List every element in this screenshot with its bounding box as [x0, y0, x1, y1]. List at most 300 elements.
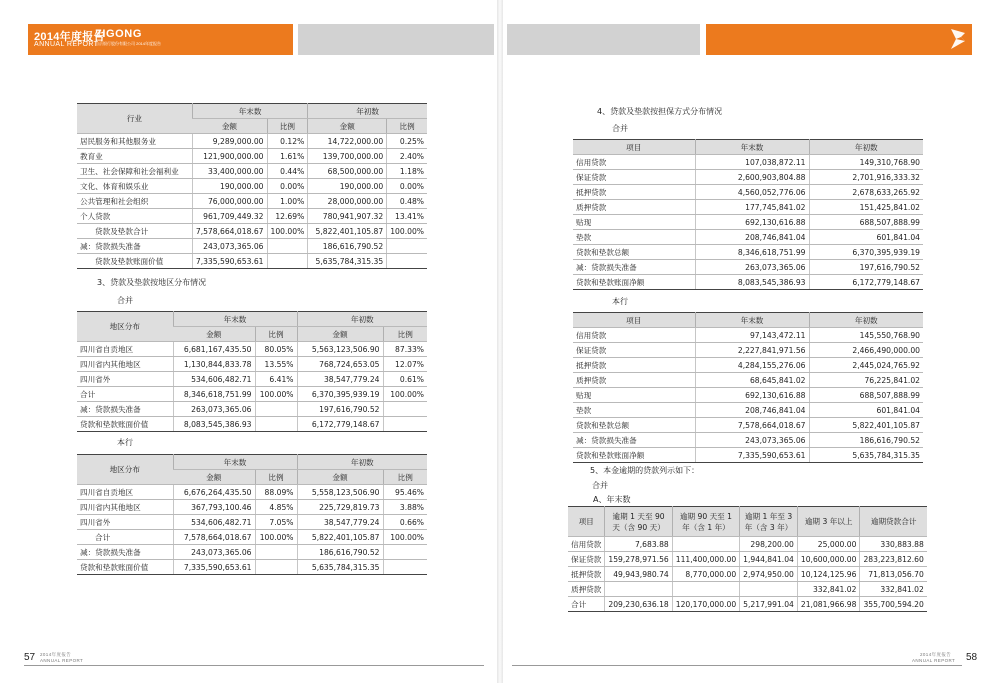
table-cell: 8,770,000.00: [672, 567, 739, 582]
row-label: 减：贷款损失准备: [77, 545, 173, 560]
row-label: 贴现: [573, 215, 695, 230]
table-cell: 12.69%: [267, 209, 308, 224]
brand-mark-icon: [948, 27, 968, 51]
table-cell: 5,563,123,506.90: [297, 342, 383, 357]
table-cell: 100.00%: [383, 530, 427, 545]
table-cell: 97,143,472.11: [695, 328, 809, 343]
table-cell: 38,547,779.24: [297, 515, 383, 530]
table-row: [77, 357, 427, 372]
table-cell: 208,746,841.04: [695, 230, 809, 245]
table-row: [573, 328, 923, 343]
guarantee-consolidated-body: [573, 155, 923, 290]
col-region: 地区分布: [77, 312, 173, 342]
table-row: [77, 179, 427, 194]
col-overdue-total: 逾期贷款合计: [860, 507, 927, 537]
row-label: 四川省自贡地区: [77, 485, 173, 500]
table-cell: 5,635,784,315.35: [297, 560, 383, 575]
col-ratio: 比例: [267, 119, 308, 134]
table-cell: 139,700,000.00: [308, 149, 387, 164]
table-cell: 25,000.00: [797, 537, 860, 552]
table-row: [573, 185, 923, 200]
table-row: [573, 170, 923, 185]
table-cell: 49,943,980.74: [605, 567, 672, 582]
col-year-end: 年末数: [173, 312, 297, 327]
brand-subtitle: 自贡银行股份有限公司 2014年度报告: [95, 41, 162, 46]
table-cell: 7,578,664,018.67: [173, 530, 255, 545]
section4-title: 4、贷款及垫款按担保方式分布情况: [597, 107, 723, 116]
table-cell: 186,616,790.52: [809, 433, 923, 448]
table-cell: 4,560,052,776.06: [695, 185, 809, 200]
table-cell: [255, 545, 297, 560]
table-cell: 1.61%: [267, 149, 308, 164]
table-cell: 688,507,888.99: [809, 388, 923, 403]
table-cell: 33,400,000.00: [192, 164, 267, 179]
section5-subtitle: A、年末数: [593, 495, 631, 504]
table-row: [573, 260, 923, 275]
section3-title: 3、贷款及垫款按地区分布情况: [97, 278, 207, 287]
table-cell: 1.00%: [267, 194, 308, 209]
table-cell: 100.00%: [267, 224, 308, 239]
col-year-begin: 年初数: [809, 313, 923, 328]
table-cell: 2,600,903,804.88: [695, 170, 809, 185]
table-cell: 76,225,841.02: [809, 373, 923, 388]
section5-title: 5、本金逾期的贷款列示如下：: [590, 466, 700, 475]
row-label: 四川省自贡地区: [77, 342, 173, 357]
col-industry: 行业: [77, 104, 192, 134]
col-overdue-90-1y: [672, 507, 739, 537]
table-cell: 243,073,365.06: [192, 239, 267, 254]
table-row: [573, 448, 923, 463]
table-cell: 601,841.04: [809, 403, 923, 418]
table-cell: 6,172,779,148.67: [297, 417, 383, 432]
table-cell: 9,289,000.00: [192, 134, 267, 149]
table-row: [573, 215, 923, 230]
table-cell: 243,073,365.06: [695, 433, 809, 448]
table-cell: 87.33%: [383, 342, 427, 357]
table-cell: 7,578,664,018.67: [695, 418, 809, 433]
brand-name: ZIGONG: [95, 28, 142, 40]
table-cell: 0.44%: [267, 164, 308, 179]
col-overdue-1y-3y: [740, 507, 798, 537]
table-cell: 120,170,000.00: [672, 597, 739, 612]
col-amount: 金额: [297, 327, 383, 342]
table-cell: 149,310,768.90: [809, 155, 923, 170]
table-row: [573, 230, 923, 245]
page-number-left: 57: [24, 652, 36, 663]
col-ratio: 比例: [383, 327, 427, 342]
table-cell: 197,616,790.52: [297, 402, 383, 417]
table-cell: 68,645,841.02: [695, 373, 809, 388]
table-cell: 107,038,872.11: [695, 155, 809, 170]
table-cell: 121,900,000.00: [192, 149, 267, 164]
table-cell: 177,745,841.02: [695, 200, 809, 215]
region-consolidated-table: [77, 311, 427, 432]
row-label: 保证贷款: [568, 552, 605, 567]
header-gray-band-left: [298, 24, 494, 55]
table-cell: [267, 254, 308, 269]
table-cell: [255, 417, 297, 432]
col-overdue-1y-3y-line1: 逾期 1 年至 3: [744, 511, 793, 521]
industry-table-body: [77, 134, 427, 269]
table-cell: 7,578,664,018.67: [192, 224, 267, 239]
col-item: 项目: [573, 140, 695, 155]
table-cell: 692,130,616.88: [695, 215, 809, 230]
table-cell: 355,700,594.20: [860, 597, 927, 612]
col-overdue-1y-3y-line2: 年（含 3 年）: [744, 522, 793, 532]
table-cell: 2,445,024,765.92: [809, 358, 923, 373]
overdue-table: [568, 506, 927, 612]
table-cell: 88.09%: [255, 485, 297, 500]
table-cell: 14,722,000.00: [308, 134, 387, 149]
table-cell: 1,130,844,833.78: [173, 357, 255, 372]
page-number-right: 58: [966, 652, 978, 663]
table-row: [568, 597, 927, 612]
col-overdue-90-1y-line2: 年（含 1 年）: [682, 522, 730, 532]
col-year-end: 年末数: [695, 313, 809, 328]
row-label: 合计: [77, 387, 173, 402]
table-cell: 0.66%: [383, 515, 427, 530]
table-cell: 68,500,000.00: [308, 164, 387, 179]
col-amount: 金额: [173, 470, 255, 485]
table-row: [77, 515, 427, 530]
table-cell: 190,000.00: [192, 179, 267, 194]
table-cell: 100.00%: [387, 224, 427, 239]
table-cell: 95.46%: [383, 485, 427, 500]
region-bank-table: [77, 454, 427, 575]
table-cell: 225,729,819.73: [297, 500, 383, 515]
col-region: 地区分布: [77, 455, 173, 485]
table-cell: 186,616,790.52: [297, 545, 383, 560]
table-row: [77, 164, 427, 179]
row-label: 抵押贷款: [573, 358, 695, 373]
table-cell: 692,130,616.88: [695, 388, 809, 403]
table-cell: 7.05%: [255, 515, 297, 530]
row-label: 信用贷款: [573, 155, 695, 170]
region-consolidated-body: [77, 342, 427, 432]
table-cell: 6,370,395,939.19: [809, 245, 923, 260]
region-bank-body: [77, 485, 427, 575]
table-cell: [605, 582, 672, 597]
table-cell: 961,709,449.32: [192, 209, 267, 224]
table-cell: 21,081,966.98: [797, 597, 860, 612]
table-cell: 208,746,841.04: [695, 403, 809, 418]
col-overdue-1-90: [605, 507, 672, 537]
row-label: 减：贷款损失准备: [77, 239, 192, 254]
table-cell: 71,813,056.70: [860, 567, 927, 582]
table-row: [573, 358, 923, 373]
col-amount: 金额: [308, 119, 387, 134]
table-cell: 8,346,618,751.99: [695, 245, 809, 260]
book-spine: [497, 0, 503, 683]
row-label: 四川省内其他地区: [77, 500, 173, 515]
table-cell: 12.07%: [383, 357, 427, 372]
table-cell: 332,841.02: [797, 582, 860, 597]
row-label: 信用贷款: [573, 328, 695, 343]
table-cell: [672, 537, 739, 552]
table-cell: 0.61%: [383, 372, 427, 387]
table-cell: 0.12%: [267, 134, 308, 149]
col-amount: 金额: [192, 119, 267, 134]
header-band-right: [706, 24, 972, 55]
row-label: 垫款: [573, 403, 695, 418]
table-row: [77, 387, 427, 402]
table-cell: [383, 417, 427, 432]
table-cell: 100.00%: [255, 387, 297, 402]
col-year-begin: 年初数: [809, 140, 923, 155]
table-cell: 5,558,123,506.90: [297, 485, 383, 500]
col-year-begin: 年初数: [297, 455, 427, 470]
row-label: 垫款: [573, 230, 695, 245]
table-cell: 4.85%: [255, 500, 297, 515]
footer-right-report: ANNUAL REPORT: [912, 658, 956, 663]
table-cell: 13.55%: [255, 357, 297, 372]
guarantee-bank-body: [573, 328, 923, 463]
col-overdue-90-1y-line1: 逾期 90 天至 1: [679, 511, 733, 521]
table-cell: [383, 545, 427, 560]
row-label: 质押贷款: [573, 200, 695, 215]
footer-divider-right: [512, 665, 962, 666]
table-row: [77, 372, 427, 387]
table-cell: [387, 254, 427, 269]
table-cell: [255, 560, 297, 575]
section3-consolidated-label: 合并: [117, 296, 133, 305]
table-cell: [267, 239, 308, 254]
table-cell: 151,425,841.02: [809, 200, 923, 215]
table-cell: [383, 402, 427, 417]
table-row: [77, 500, 427, 515]
row-label: 贷款和垫款账面净额: [573, 275, 695, 290]
table-cell: 1,944,841.04: [740, 552, 798, 567]
table-cell: 76,000,000.00: [192, 194, 267, 209]
table-cell: 2,701,916,333.32: [809, 170, 923, 185]
row-label: 贷款及垫款账面价值: [77, 254, 192, 269]
col-item: 项目: [568, 507, 605, 537]
table-row: [568, 552, 927, 567]
guarantee-bank-table: [573, 312, 923, 463]
table-cell: 534,606,482.71: [173, 515, 255, 530]
table-cell: 159,278,971.56: [605, 552, 672, 567]
table-row: [573, 403, 923, 418]
table-cell: 2.40%: [387, 149, 427, 164]
row-label: 贴现: [573, 388, 695, 403]
footer-left-report: ANNUAL REPORT: [40, 658, 84, 663]
row-label: 质押贷款: [573, 373, 695, 388]
table-cell: 28,000,000.00: [308, 194, 387, 209]
col-year-begin: 年初数: [297, 312, 427, 327]
table-cell: 367,793,100.46: [173, 500, 255, 515]
table-row: [77, 545, 427, 560]
row-label: 抵押贷款: [568, 567, 605, 582]
table-cell: 298,200.00: [740, 537, 798, 552]
table-cell: 5,822,401,105.87: [297, 530, 383, 545]
table-cell: [255, 402, 297, 417]
table-cell: [383, 560, 427, 575]
row-label: 保证贷款: [573, 343, 695, 358]
table-cell: 534,606,482.71: [173, 372, 255, 387]
table-cell: 2,466,490,000.00: [809, 343, 923, 358]
table-cell: 38,547,779.24: [297, 372, 383, 387]
table-cell: 6,676,264,435.50: [173, 485, 255, 500]
table-cell: 10,600,000.00: [797, 552, 860, 567]
table-row: [77, 254, 427, 269]
row-label: 合计: [568, 597, 605, 612]
table-cell: 0.25%: [387, 134, 427, 149]
col-amount: 金额: [297, 470, 383, 485]
col-year-end: 年末数: [192, 104, 307, 119]
table-cell: 5,217,991.04: [740, 597, 798, 612]
table-cell: 5,635,784,315.35: [809, 448, 923, 463]
table-cell: 688,507,888.99: [809, 215, 923, 230]
row-label: 贷款和垫款总额: [573, 418, 695, 433]
table-cell: 8,083,545,386.93: [695, 275, 809, 290]
table-cell: 0.00%: [387, 179, 427, 194]
table-row: [77, 485, 427, 500]
table-row: [77, 209, 427, 224]
table-cell: 263,073,365.06: [173, 402, 255, 417]
table-row: [77, 224, 427, 239]
table-cell: 5,822,401,105.87: [809, 418, 923, 433]
col-overdue-1-90-line2: 天（含 90 天）: [612, 522, 665, 532]
row-label: 四川省内其他地区: [77, 357, 173, 372]
table-cell: 10,124,125.96: [797, 567, 860, 582]
row-label: 贷款及垫款合计: [77, 224, 192, 239]
table-row: [573, 245, 923, 260]
table-row: [77, 194, 427, 209]
row-label: 质押贷款: [568, 582, 605, 597]
table-cell: 2,678,633,265.92: [809, 185, 923, 200]
row-label: 减：贷款损失准备: [573, 260, 695, 275]
table-row: [573, 433, 923, 448]
table-cell: 190,000.00: [308, 179, 387, 194]
table-cell: 80.05%: [255, 342, 297, 357]
col-year-end: 年末数: [695, 140, 809, 155]
table-cell: 209,230,636.18: [605, 597, 672, 612]
row-label: 信用贷款: [568, 537, 605, 552]
table-cell: 0.00%: [267, 179, 308, 194]
table-cell: 6,370,395,939.19: [297, 387, 383, 402]
table-cell: 7,335,590,653.61: [192, 254, 267, 269]
row-label: 居民服务和其他服务业: [77, 134, 192, 149]
table-row: [568, 582, 927, 597]
col-overdue-3y: 逾期 3 年以上: [797, 507, 860, 537]
table-cell: 111,400,000.00: [672, 552, 739, 567]
row-label: 抵押贷款: [573, 185, 695, 200]
table-cell: 332,841.02: [860, 582, 927, 597]
table-row: [573, 373, 923, 388]
table-cell: 3.88%: [383, 500, 427, 515]
table-cell: 6,172,779,148.67: [809, 275, 923, 290]
table-cell: 2,227,841,971.56: [695, 343, 809, 358]
table-row: [573, 275, 923, 290]
table-row: [77, 560, 427, 575]
table-row: [573, 418, 923, 433]
table-cell: 7,683.88: [605, 537, 672, 552]
table-cell: 2,974,950.00: [740, 567, 798, 582]
row-label: 贷款和垫款账面净额: [573, 448, 695, 463]
overdue-table-body: [568, 537, 927, 612]
row-label: 减：贷款损失准备: [77, 402, 173, 417]
table-row: [77, 239, 427, 254]
table-cell: 6.41%: [255, 372, 297, 387]
row-label: 贷款和垫款账面价值: [77, 417, 173, 432]
table-row: [568, 537, 927, 552]
table-cell: [387, 239, 427, 254]
table-row: [77, 530, 427, 545]
table-cell: 8,083,545,386.93: [173, 417, 255, 432]
table-cell: 5,822,401,105.87: [308, 224, 387, 239]
col-amount: 金额: [173, 327, 255, 342]
table-cell: 197,616,790.52: [809, 260, 923, 275]
row-label: 个人贷款: [77, 209, 192, 224]
table-row: [77, 342, 427, 357]
row-label: 四川省外: [77, 515, 173, 530]
section4-consolidated-label: 合并: [612, 124, 628, 133]
table-row: [573, 388, 923, 403]
table-cell: 263,073,365.06: [695, 260, 809, 275]
table-row: [77, 417, 427, 432]
section3-bank-label: 本行: [117, 438, 133, 447]
col-ratio: 比例: [255, 327, 297, 342]
table-cell: 100.00%: [255, 530, 297, 545]
table-cell: 13.41%: [387, 209, 427, 224]
table-row: [77, 149, 427, 164]
table-row: [568, 567, 927, 582]
col-ratio: 比例: [383, 470, 427, 485]
report-subtitle: ANNUAL REPORT: [34, 41, 99, 48]
table-cell: 330,883.88: [860, 537, 927, 552]
footer-right-small: 2014年度报告: [920, 652, 952, 657]
col-overdue-1-90-line1: 逾期 1 天至 90: [612, 511, 665, 521]
row-label: 贷款和垫款总额: [573, 245, 695, 260]
row-label: 保证贷款: [573, 170, 695, 185]
table-cell: 7,335,590,653.61: [695, 448, 809, 463]
table-cell: 145,550,768.90: [809, 328, 923, 343]
row-label: 贷款和垫款账面价值: [77, 560, 173, 575]
table-cell: 0.48%: [387, 194, 427, 209]
col-year-end: 年末数: [173, 455, 297, 470]
col-ratio: 比例: [255, 470, 297, 485]
col-item: 项目: [573, 313, 695, 328]
table-cell: 8,346,618,751.99: [173, 387, 255, 402]
table-row: [77, 134, 427, 149]
row-label: 四川省外: [77, 372, 173, 387]
table-cell: [672, 582, 739, 597]
industry-table: [77, 103, 427, 269]
table-cell: 1.18%: [387, 164, 427, 179]
footer-divider-left: [24, 665, 484, 666]
table-row: [573, 343, 923, 358]
section4-bank-label: 本行: [612, 297, 628, 306]
row-label: 文化、体育和娱乐业: [77, 179, 192, 194]
table-cell: 283,223,812.60: [860, 552, 927, 567]
table-row: [573, 155, 923, 170]
row-label: 教育业: [77, 149, 192, 164]
table-cell: 768,724,653.05: [297, 357, 383, 372]
row-label: 公共管理和社会组织: [77, 194, 192, 209]
table-cell: 100.00%: [383, 387, 427, 402]
table-cell: 601,841.04: [809, 230, 923, 245]
guarantee-consolidated-table: [573, 139, 923, 290]
col-year-begin: 年初数: [308, 104, 427, 119]
table-row: [77, 402, 427, 417]
row-label: 减：贷款损失准备: [573, 433, 695, 448]
table-cell: 186,616,790.52: [308, 239, 387, 254]
row-label: 合计: [77, 530, 173, 545]
table-cell: 7,335,590,653.61: [173, 560, 255, 575]
table-cell: 5,635,784,315.35: [308, 254, 387, 269]
table-cell: 780,941,907.32: [308, 209, 387, 224]
table-cell: 6,681,167,435.50: [173, 342, 255, 357]
